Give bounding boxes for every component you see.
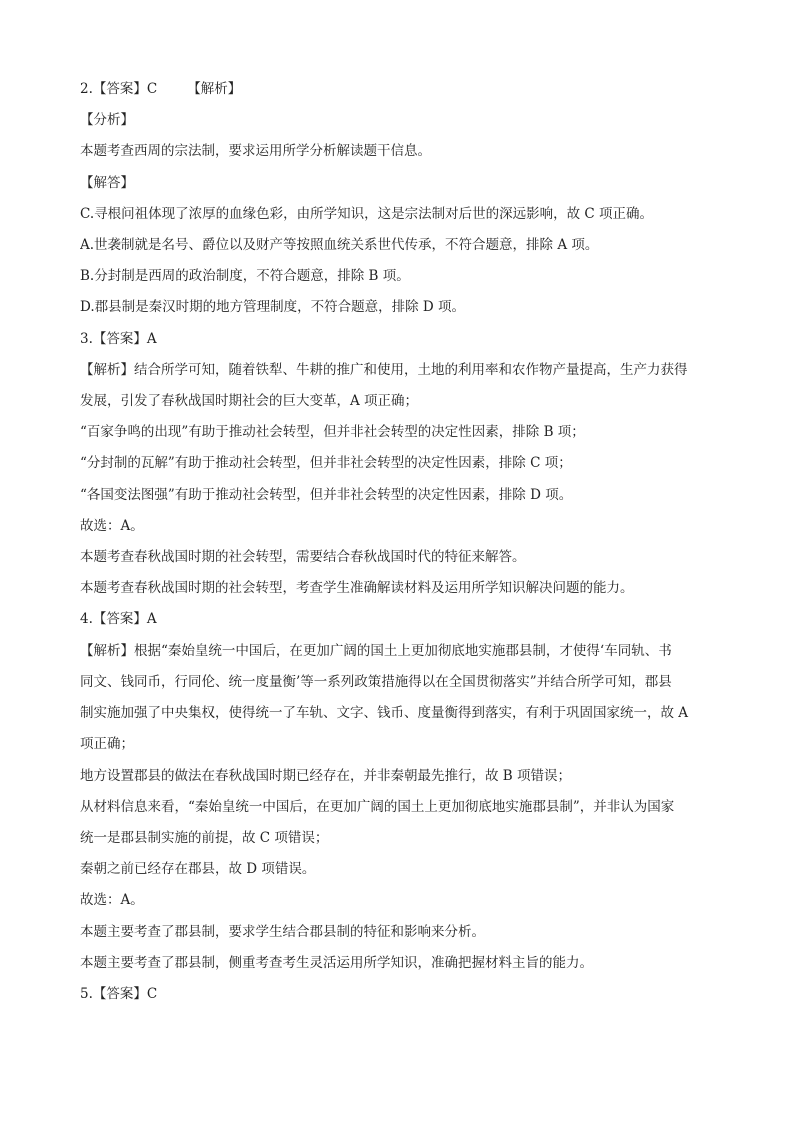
q3-option-b: “百家争鸣的出现”有助于推动社会转型，但并非社会转型的决定性因素，排除 B 项； [80, 424, 585, 440]
q2-answer-text: 2.【答案】C [80, 81, 158, 97]
q4-summary-1: 本题主要考查了郡县制，要求学生结合郡县制的特征和影响来分析。 [80, 924, 485, 940]
q4-analysis-1: 【解析】根据“秦始皇统一中国后，在更加广阔的国土上更加彻底地实施郡县制，才使得‘车同轨、书 [80, 643, 672, 659]
q4-choice: 故选：A。 [80, 892, 144, 908]
q2-analysis-tag: 【解析】 [187, 81, 242, 97]
q4-option-b: 地方设置郡县的做法在春秋战国时期已经存在，并非秦朝最先推行，故 B 项错误； [80, 768, 572, 784]
q2-fenxi-text: 本题考查西周的宗法制，要求运用所学分析解读题干信息。 [80, 143, 431, 159]
q3-analysis-1: 【解析】结合所学可知，随着铁犁、牛耕的推广和使用，土地的利用率和农作物产量提高，生产力获得 [80, 362, 688, 378]
q4-option-c-1: 从材料信息来看，“秦始皇统一中国后，在更加广阔的国土上更加彻底地实施郡县制”，并非认为国家 [80, 799, 675, 815]
q4-analysis-3: 制实施加强了中央集权，使得统一了车轨、文字、钱币、度量衡得到落实，有利于巩固国家统一，故 A [80, 705, 689, 721]
q4-analysis-4: 项正确； [80, 736, 134, 752]
q3-summary-2: 本题考查春秋战国时期的社会转型，考查学生准确解读材料及运用所学知识解决问题的能力。 [80, 580, 634, 596]
q2-option-b: B.分封制是西周的政治制度，不符合题意，排除 B 项。 [80, 268, 410, 284]
q4-option-d: 秦朝之前已经存在郡县，故 D 项错误。 [80, 861, 316, 877]
q2-fenxi-heading: 【分析】 [80, 112, 134, 128]
q2-option-d: D.郡县制是秦汉时期的地方管理制度，不符合题意，排除 D 项。 [80, 299, 466, 315]
q4-analysis-2: 同文、钱同币，行同伦、统一度量衡’等一系列政策措施得以在全国贯彻落实”并结合所学可知，郡县 [80, 674, 672, 690]
q3-analysis-2: 发展，引发了春秋战国时期社会的巨大变革，A 项正确； [80, 393, 419, 409]
q5-answer-line: 5.【答案】C [80, 986, 158, 1002]
q4-answer-line: 4.【答案】A [80, 611, 157, 627]
q3-answer-line: 3.【答案】A [80, 331, 157, 347]
q3-option-c: “分封制的瓦解”有助于推动社会转型，但并非社会转型的决定性因素，排除 C 项； [80, 455, 572, 471]
q2-option-c: C.寻根问祖体现了浓厚的血缘色彩，由所学知识，这是宗法制对后世的深远影响，故 C 项正确。 [80, 206, 654, 222]
q2-option-a: A.世袭制就是名号、爵位以及财产等按照血统关系世代传承，不符合题意，排除 A 项。 [80, 237, 599, 253]
q3-choice: 故选：A。 [80, 518, 144, 534]
q3-summary-1: 本题考查春秋战国时期的社会转型，需要结合春秋战国时代的特征来解答。 [80, 549, 526, 565]
q4-summary-2: 本题主要考查了郡县制，侧重考查考生灵活运用所学知识，准确把握材料主旨的能力。 [80, 955, 593, 971]
q3-option-d: “各国变法图强”有助于推动社会转型，但并非社会转型的决定性因素，排除 D 项。 [80, 487, 573, 503]
q2-answer-line [80, 79, 720, 99]
q4-option-c-2: 统一是郡县制实施的前提，故 C 项错误； [80, 830, 329, 846]
q2-jieda-heading: 【解答】 [80, 175, 134, 191]
